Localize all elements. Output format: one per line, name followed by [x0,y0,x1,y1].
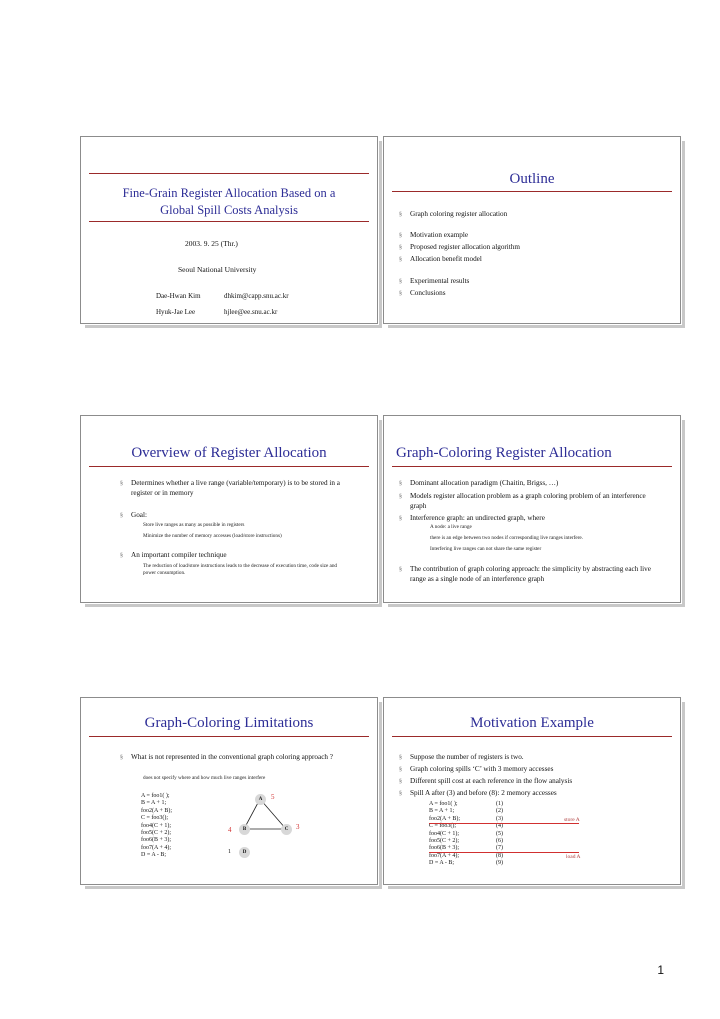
bullet-icon: § [399,481,402,487]
outline-item: § Allocation benefit model [399,255,482,263]
bullet-icon: § [120,755,123,761]
code-line: foo5(C + 2); [429,838,460,844]
spill-cost-b: 4 [228,826,232,834]
bullet-icon: § [399,212,402,218]
code-line: foo4(C + 1); [141,822,172,829]
sub-item: there is an edge between two nodes if corresponding live ranges interfere. [430,535,583,541]
code-line: C = foo3(); [429,823,457,830]
outline-item: § Motivation example [399,231,469,239]
code-line: foo6(B + 3); [141,837,172,844]
code-line: B = A + 1; [141,800,167,807]
line-number: (8) [496,852,503,859]
slide4-title: Graph-Coloring Register Allocation [396,445,612,461]
outline-item: § Proposed register allocation algorithm [399,243,520,251]
slide-overview [80,415,378,603]
store-marker-line [429,823,579,824]
bullet-item: § The contribution of graph coloring approach: the simplicity by abstracting each live range as a single node of an interference graph [399,565,651,583]
bullet-icon: § [120,481,123,487]
bullet-item: § Dominant allocation paradigm (Chaitin, Brigss, …) [399,479,559,487]
bullet-icon: § [120,513,123,519]
bullet-icon: § [399,494,402,500]
load-label: load A [566,854,581,860]
line-number: (6) [496,838,503,844]
author-email: dhkim@capp.snu.ac.kr [224,292,289,300]
title-underline [392,736,672,737]
bullet-item: § Suppose the number of registers is two. [399,753,524,761]
title-underline [392,466,672,467]
code-line: A = foo1( ); [429,801,458,807]
slide5-title: Graph-Coloring Limitations [144,715,314,731]
slide-limitations [80,697,378,885]
bullet-item: § Interference graph: an undirected graph, where [399,514,545,522]
graph-node-c: C [281,824,292,835]
bullet-icon: § [399,779,402,785]
bullet-icon: § [399,291,402,297]
page-number: 1 [657,963,664,977]
store-label: store A [564,817,580,823]
bullet-icon: § [399,279,402,285]
sub-item: Store live ranges as many as possible in registers [143,522,245,528]
sub-item: Minimize the number of memory accesses (load/store instructions) [143,533,282,539]
line-number: (9) [496,860,503,867]
code-line: D = A - B; [141,852,167,859]
code-line: foo2(A + B); [429,815,461,822]
bullet-item: § Different spill cost at each reference in the flow analysis [399,777,573,785]
graph-node-d: D [239,847,250,858]
sub-item: does not specify where and how much live ranges interfere [143,775,266,781]
outline-item: § Graph coloring register allocation [399,210,508,218]
bullet-item: § Models register allocation problem as a graph coloring problem of an interference graph [399,492,646,510]
slide-motivation [383,697,681,885]
code-line: foo7(A + 4); [429,852,460,859]
slide1-affiliation: Seoul National University [178,265,257,274]
bullet-icon: § [399,791,402,797]
spill-cost-d: 1 [228,849,231,855]
title-bar-bottom [89,221,369,222]
code-line: foo5(C + 2); [141,830,172,836]
slide1-date: 2003. 9. 25 (Thr.) [185,239,238,248]
code-line: C = foo3(); [141,815,169,822]
bullet-icon: § [399,767,402,773]
spill-cost-a: 5 [271,793,275,801]
line-number: (4) [496,823,503,830]
graph-node-a: A [255,794,266,805]
line-number: (1) [496,801,503,807]
bullet-icon: § [399,257,402,263]
slide-title [80,136,378,324]
bullet-item: § Goal: [120,511,147,519]
bullet-icon: § [399,233,402,239]
bullet-item: § What is not represented in the conventional graph coloring approach ? [120,753,333,761]
bullet-icon: § [399,567,402,573]
code-line: A = foo1( ); [141,793,170,799]
code-line: foo7(A + 4); [141,844,172,851]
title-underline [89,466,369,467]
graph-node-b: B [239,824,250,835]
sub-item: A node: a live range [430,524,472,530]
load-marker-line [429,852,579,853]
line-number: (3) [496,815,503,822]
code-line: B = A + 1; [429,808,455,815]
bullet-icon: § [120,553,123,559]
bullet-icon: § [399,755,402,761]
code-line: foo4(C + 1); [429,830,460,837]
line-number: (7) [496,845,503,852]
title-underline [392,191,672,192]
code-line: D = A - B; [429,860,455,867]
line-number: (2) [496,808,503,815]
bullet-item: § An important compiler technique [120,551,227,559]
bullet-item: § Spill A after (3) and before (8): 2 memory accesses [399,789,557,797]
outline-item: § Experimental results [399,277,470,285]
sub-item: Interfering live ranges can not share the same register [430,546,542,552]
bullet-item: § Determines whether a live range (variable/temporary) is to be stored in a register or in memory [120,479,340,497]
author-name: Hyuk-Jae Lee [156,308,196,316]
slide3-title: Overview of Register Allocation [131,445,327,461]
slide1-title-line2: Global Spill Costs Analysis [160,203,298,217]
title-bar-top [89,173,369,174]
code-line: foo2(A + B); [141,807,173,814]
author-name: Dae-Hwan Kim [156,292,201,300]
spill-cost-c: 3 [296,823,300,831]
author-email: hjlee@ee.snu.ac.kr [224,308,278,316]
slide6-title: Motivation Example [470,715,594,731]
line-number: (5) [496,830,503,837]
bullet-item: § Graph coloring spills ‘C’ with 3 memory accesses [399,765,554,773]
sub-item: The reduction of load/store instructions leads to the decrease of execution time, code size and power consumption. [143,563,338,576]
title-underline [89,736,369,737]
slide-graph-coloring [383,415,681,603]
slide2-title: Outline [509,171,555,187]
bullet-icon: § [399,516,402,522]
outline-item: § Conclusions [399,289,446,297]
slide1-title-line1: Fine-Grain Register Allocation Based on a [122,186,336,200]
bullet-icon: § [399,245,402,251]
slide-outline [383,136,681,324]
code-line: foo6(B + 3); [429,845,460,852]
